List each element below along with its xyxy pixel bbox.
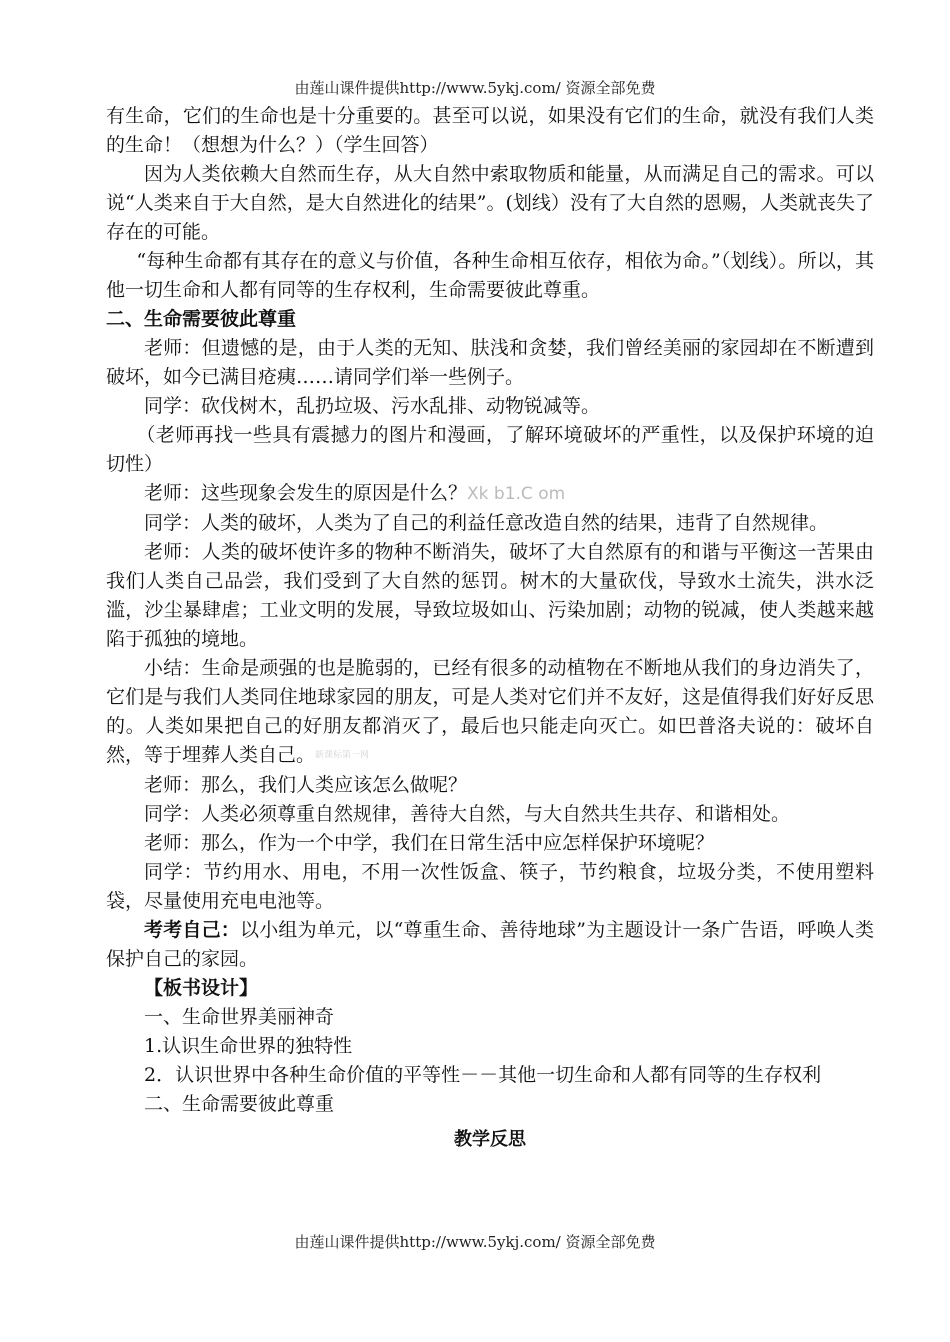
document-body <box>106 102 874 1154</box>
paragraph: 有生命，它们的生命也是十分重要的。甚至可以说，如果没有它们的生命，就没有我们人类的生命！（想想为什么？）（学生回答） <box>106 105 874 156</box>
paragraph-text: 小结：生命是顽强的也是脆弱的，已经有很多的动植物在不断地从我们的身边消失了，它们是与我们人类同住地球家园的朋友，可是人类对它们并不友好，这是值得我们好好反思的。人类如果把自己的好朋友都消灭了，最后也只能走向灭亡。如巴普洛夫说的：破坏自然，等于埋葬人类自己。 <box>106 657 874 766</box>
paragraph: 老师：那么，作为一个中学，我们在日常生活中应怎样保护环境呢？ <box>144 831 715 854</box>
paragraph: “每种生命都有其存在的意义与价值，各种生命相互依存，相依为命。”（划线）。所以，其他一切生命和人都有同等的生存权利，生命需要彼此尊重。 <box>106 250 874 301</box>
paragraph: （老师再找一些具有震撼力的图片和漫画，了解环境破坏的严重性，以及保护环境的迫切性） <box>106 424 874 475</box>
paragraph <box>106 479 874 509</box>
paragraph: 老师：那么，我们人类应该怎么做呢？ <box>144 773 468 796</box>
exercise-label: 考考自己： <box>144 918 240 941</box>
board-item: 一、生命世界美丽神奇 <box>144 1005 335 1028</box>
paragraph: 同学：砍伐树木，乱扔垃圾、污水乱排、动物锐减等。 <box>144 395 601 417</box>
board-item: 二、生命需要彼此尊重 <box>144 1092 335 1115</box>
paragraph: 老师：人类的破坏使许多的物种不断消失，破坏了大自然原有的和谐与平衡这一苦果由我们人类自己品尝，我们受到了大自然的惩罚。树木的大量砍伐，导致水土流失，洪水泛滥，沙尘暴肆虐；工业文明的发展，导致垃圾如山、污染加剧；动物的锐减，使人类越来越陷于孤独的境地。 <box>106 541 874 650</box>
section-heading: 二、生命需要彼此尊重 <box>106 308 297 330</box>
board-item: 1.认识生命世界的独特性 <box>144 1034 353 1057</box>
paragraph <box>106 654 874 771</box>
paragraph-text: 老师：这些现象会发生的原因是什么？ <box>144 482 468 504</box>
paragraph-text: 以小组为单元，以“尊重生命、善待地球”为主题设计一条广告语，呼唤人类保护自己的家园。 <box>106 918 874 970</box>
paragraph: 老师：但遗憾的是，由于人类的无知、肤浅和贪婪，我们曾经美丽的家园却在不断遭到破坏，如今已满目疮痍……请同学们举一些例子。 <box>106 337 874 388</box>
watermark-text: 新课标第一网 <box>315 750 370 761</box>
paragraph: 同学：人类的破坏，人类为了自己的利益任意改造自然的结果，违背了自然规律。 <box>144 512 829 534</box>
page-footer: 由莲山课件提供http://www.5ykj.com/ 资源全部免费 <box>294 1233 656 1251</box>
paragraph: 同学：节约用水、用电，不用一次性饭盒、筷子，节约粮食，垃圾分类，不使用塑料袋，尽量使用充电电池等。 <box>106 860 874 912</box>
watermark-text: Xk b1.C om <box>467 484 566 504</box>
page-header: 由莲山课件提供http://www.5ykj.com/ 资源全部免费 <box>294 79 656 97</box>
reflection-title: 教学反思 <box>454 1128 526 1150</box>
board-design-title: 【板书设计】 <box>144 976 259 999</box>
paragraph: 同学：人类必须尊重自然规律，善待大自然，与大自然共生共存、和谐相处。 <box>144 802 791 825</box>
board-item: 2．认识世界中各种生命价值的平等性－－其他一切生命和人都有同等的生存权利 <box>144 1063 822 1086</box>
paragraph: 因为人类依赖大自然而生存，从大自然中索取物质和能量，从而满足自己的需求。可以说“人类来自于大自然，是大自然进化的结果”。(划线）没有了大自然的恩赐，人类就丧失了存在的可能。 <box>106 163 874 243</box>
paragraph <box>106 916 874 974</box>
